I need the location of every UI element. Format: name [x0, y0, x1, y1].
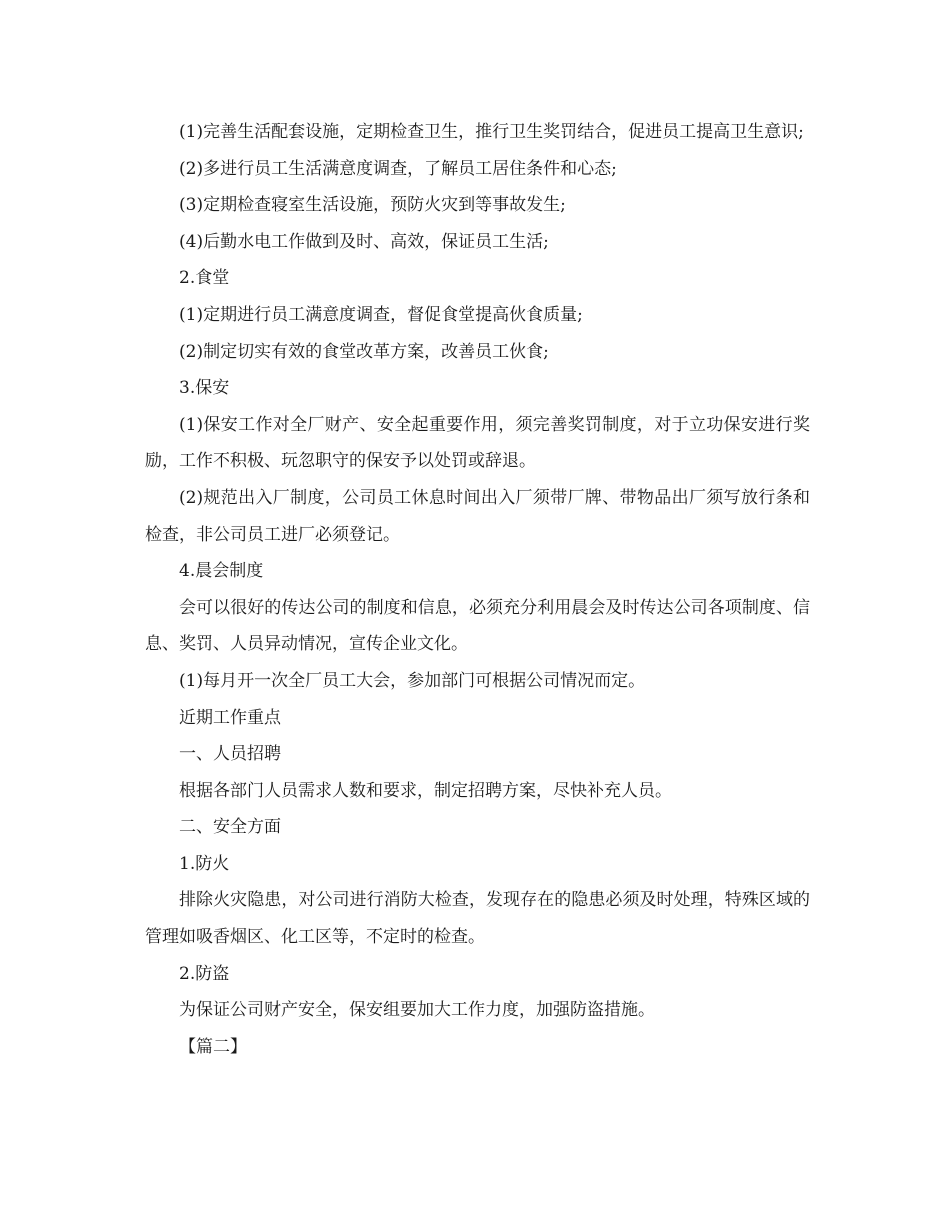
- heading-recruitment: 一、人员招聘: [179, 744, 281, 765]
- paragraph-canteen-reform: (2)制定切实有效的食堂改革方案，改善员工伙食;: [179, 341, 549, 362]
- paragraph-entry-rules: (2)规范出入厂制度，公司员工休息时间出入厂须带厂牌、带物品出厂须写放行条和检查，非公司员工进厂必须登记。: [145, 487, 810, 545]
- paragraph-theft-prevention: 为保证公司财产安全，保安组要加大工作力度，加强防盗措施。: [179, 1000, 655, 1021]
- paragraph-monthly-meeting: (1)每月开一次全厂员工大会，参加部门可根据公司情况而定。: [179, 670, 646, 691]
- heading-morning-meeting: 4.晨会制度: [179, 561, 264, 582]
- paragraph-dorm-inspection: (3)定期检查寝室生活设施，预防火灾到等事故发生;: [179, 195, 566, 216]
- paragraph-morning-meeting: 会可以很好的传达公司的制度和信息，必须充分利用晨会及时传达公司各项制度、信息、奖罚、人员异动情况，宣传企业文化。: [145, 597, 810, 655]
- paragraph-satisfaction-survey: (2)多进行员工生活满意度调查，了解员工居住条件和心态;: [179, 158, 617, 179]
- heading-fire-prevention: 1.防火: [179, 853, 230, 874]
- document-body: [145, 114, 810, 1065]
- paragraph-logistics: (4)后勤水电工作做到及时、高效，保证员工生活;: [179, 231, 549, 252]
- paragraph-recruitment: 根据各部门人员需求人数和要求，制定招聘方案，尽快补充人员。: [179, 780, 672, 801]
- paragraph-fire-prevention: 排除火灾隐患，对公司进行消防大检查，发现存在的隐患必须及时处理，特殊区域的管理如吸香烟区、化工区等，不定时的检查。: [145, 890, 810, 948]
- paragraph-security-rewards: (1)保安工作对全厂财产、安全起重要作用，须完善奖罚制度，对于立功保安进行奖励，工作不积极、玩忽职守的保安予以处罚或辞退。: [145, 414, 810, 472]
- heading-security: 3.保安: [179, 378, 230, 399]
- paragraph-living-facilities: (1)完善生活配套设施，定期检查卫生，推行卫生奖罚结合，促进员工提高卫生意识;: [179, 122, 804, 142]
- heading-canteen: 2.食堂: [179, 268, 230, 289]
- heading-recent-focus: 近期工作重点: [179, 707, 281, 728]
- paragraph-canteen-survey: (1)定期进行员工满意度调查，督促食堂提高伙食质量;: [179, 304, 583, 325]
- heading-safety: 二、安全方面: [179, 817, 281, 838]
- heading-part-two: 【篇二】: [179, 1036, 247, 1057]
- heading-theft-prevention: 2.防盗: [179, 963, 230, 984]
